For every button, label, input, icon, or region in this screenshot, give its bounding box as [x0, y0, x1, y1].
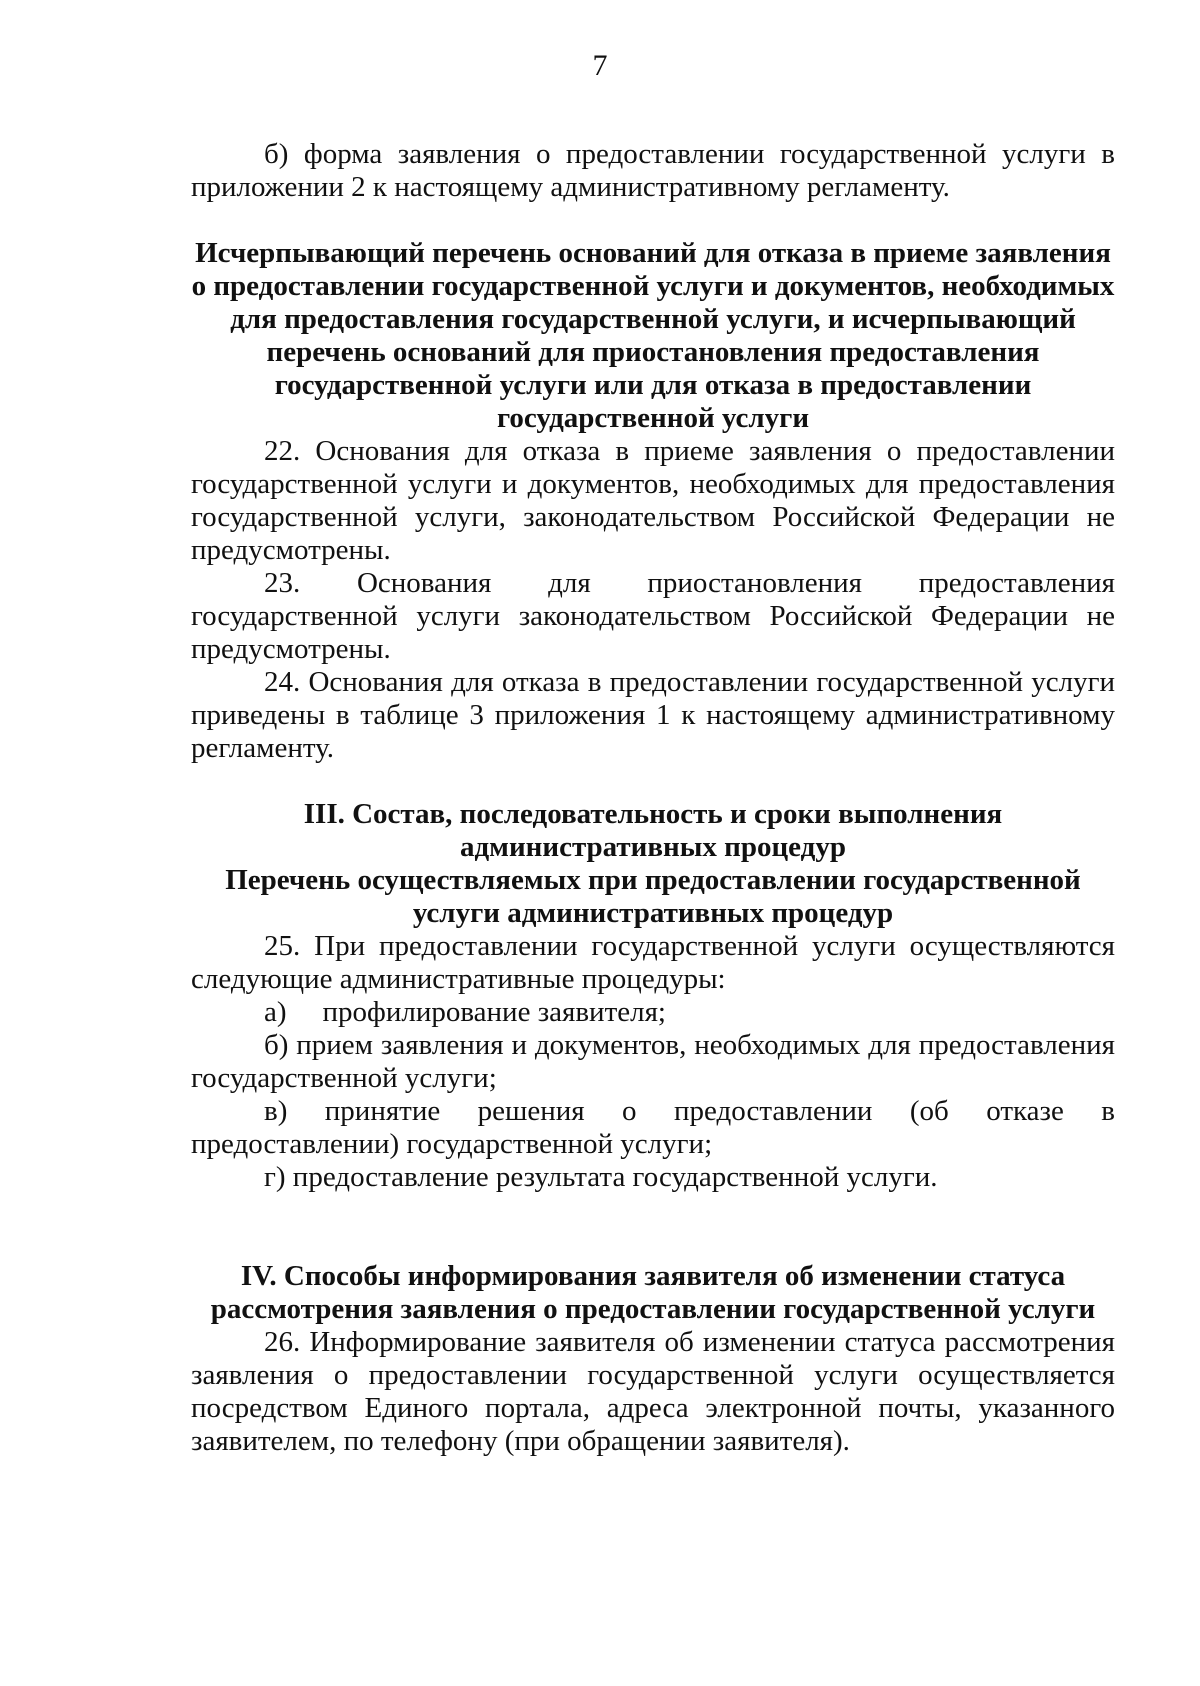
- list-item-a-text: профилирование заявителя;: [322, 996, 666, 1028]
- paragraph-25: 25. При предоставлении государственной услуги осуществляются следующие административные процедуры:: [191, 930, 1115, 995]
- heading-line: административных процедур: [460, 831, 846, 863]
- paragraph-23-first-line: 23. Основания для приостановления предоставления: [264, 567, 1115, 599]
- list-item-g: г) предоставление результата государственной услуги.: [264, 1161, 938, 1193]
- heading-line: Перечень осуществляемых при предоставлении государственной: [225, 864, 1081, 896]
- heading-line: Исчерпывающий перечень оснований для отказа в приеме заявления: [195, 237, 1111, 269]
- paragraph-26: 26. Информирование заявителя об изменении статуса рассмотрения заявления о предоставлении государственной услуги осуществляется посредством Единого портала, адреса электронной почты, указанного заявителем, по телефону (при обращении заявителя).: [191, 1326, 1115, 1457]
- heading-line: услуги административных процедур: [412, 897, 894, 929]
- paragraph-b-form: б) форма заявления о предоставлении государственной услуги в приложении 2 к настоящему административному регламенту.: [191, 138, 1115, 203]
- heading-line: IV. Способы информирования заявителя об изменении статуса: [240, 1260, 1066, 1292]
- heading-line: государственной услуги: [496, 402, 810, 434]
- heading-line: III. Состав, последовательность и сроки выполнения: [303, 798, 1003, 830]
- list-item-a-marker: а): [264, 996, 287, 1028]
- paragraph-23-rest: государственной услуги законодательством Российской Федерации не предусмотрены.: [191, 600, 1115, 665]
- document-body: [191, 138, 1115, 1458]
- heading-section-4: [191, 1260, 1115, 1326]
- list-item-v: в) принятие решения о предоставлении (об отказе в предоставлении) государственной услуги;: [191, 1095, 1115, 1160]
- heading-section-3: [191, 798, 1115, 930]
- heading-line: рассмотрения заявления о предоставлении государственной услуги: [210, 1293, 1096, 1325]
- heading-refusal-grounds: [191, 237, 1115, 435]
- heading-line: для предоставления государственной услуги, и исчерпывающий: [230, 303, 1076, 335]
- heading-line: перечень оснований для приостановления предоставления: [266, 336, 1040, 368]
- paragraph-24: 24. Основания для отказа в предоставлении государственной услуги приведены в таблице 3 приложения 1 к настоящему административному регламенту.: [191, 666, 1115, 764]
- list-item-a: [191, 996, 1115, 1029]
- paragraph-22: 22. Основания для отказа в приеме заявления о предоставлении государственной услуги и документов, необходимых для предоставления государственной услуги, законодательством Российской Федерации не предусмотрены.: [191, 435, 1115, 566]
- heading-line: государственной услуги или для отказа в предоставлении: [274, 369, 1032, 401]
- heading-line: о предоставлении государственной услуги и документов, необходимых: [191, 270, 1115, 302]
- list-item-b: б) прием заявления и документов, необходимых для предоставления государственной услуги;: [191, 1029, 1115, 1094]
- page-number: 7: [592, 49, 608, 82]
